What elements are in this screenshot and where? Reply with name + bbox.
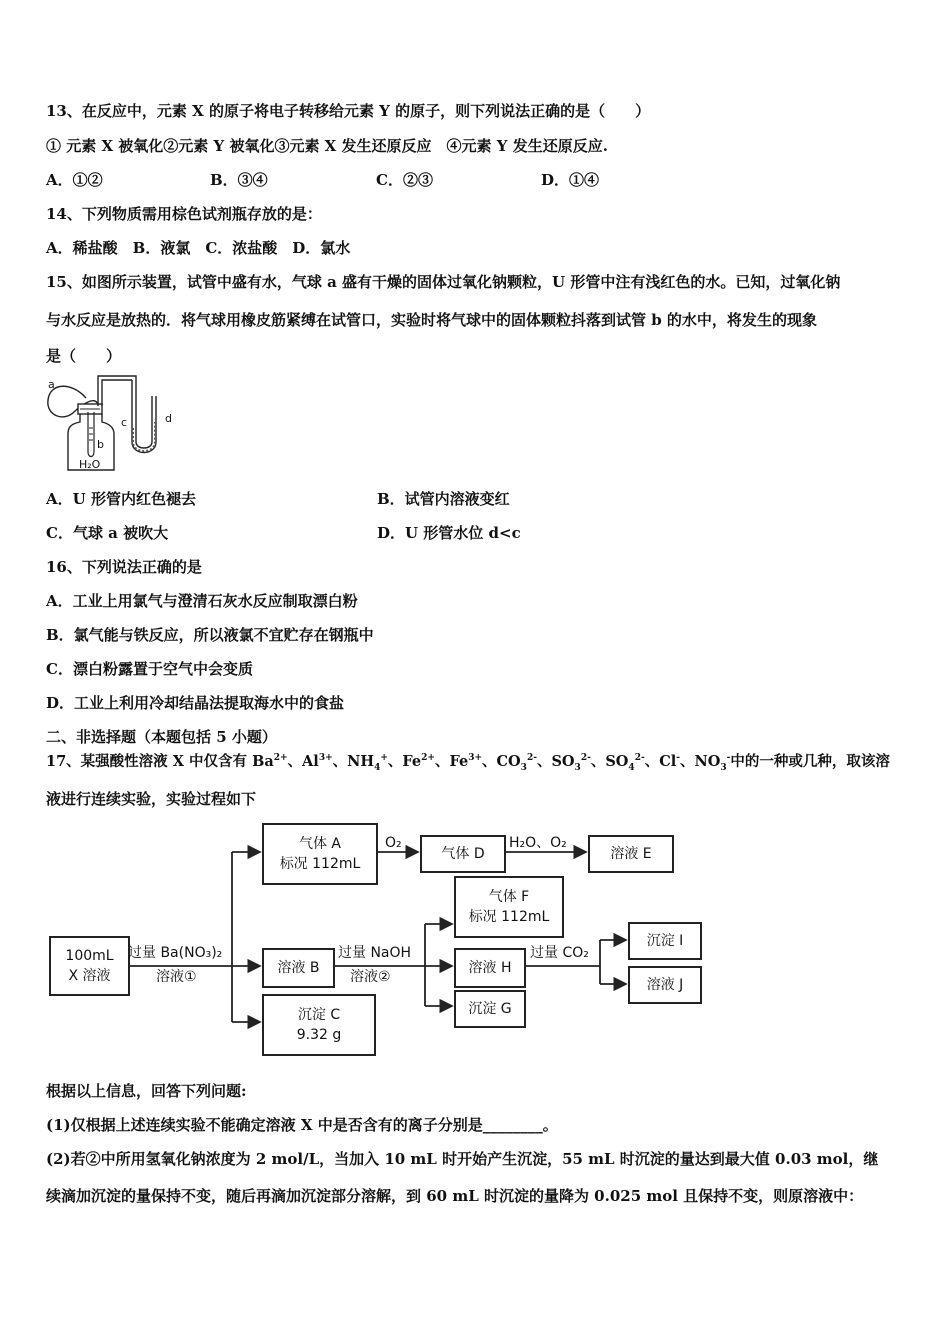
gas-d-name: 气体 D — [441, 846, 485, 862]
q17-stem-line2: 液进行连续实验，实验过程如下 — [46, 790, 257, 808]
label-a: a — [48, 378, 55, 391]
reagent-co2: 过量 CO₂ — [530, 945, 589, 961]
q17-sub2-line1: (2)若②中所用氢氧化钠浓度为 2 mol/L，当加入 10 mL 时开始产生沉淀，55 mL 时沉淀的量达到最大值 0.03 mol，继 — [46, 1150, 879, 1168]
q14-options: A．稀盐酸 B．液氯 C．浓盐酸 D．氯水 — [46, 239, 351, 257]
q15-option-c: C．气球 a 被吹大 — [46, 524, 169, 542]
q13-stem: 13、在反应中，元素 X 的原子将电子转移给元素 Y 的原子，则下列说法正确的是（ ） — [46, 102, 651, 120]
q17-sub1: (1)仅根据上述连续实验不能确定溶液 X 中是否含有的离子分别是________。 — [46, 1116, 558, 1134]
ion-8: Cl- — [659, 753, 680, 770]
q15-option-a: A．U 形管内红色褪去 — [46, 490, 196, 508]
ion-separator: 、 — [680, 753, 695, 770]
q16-stem: 16、下列说法正确的是 — [46, 558, 202, 576]
q13-option-a: A．①② — [46, 171, 103, 189]
reagent-h2o-o2: H₂O、O₂ — [509, 835, 567, 851]
box-start-line1: 100mL — [65, 948, 114, 964]
box-sol-h — [454, 948, 526, 988]
q15-stem-line3: 是（ ） — [46, 347, 122, 365]
gas-f-name: 气体 F — [488, 889, 530, 905]
ion-separator: 、 — [387, 753, 403, 770]
q15-option-d: D．U 形管水位 d<c — [377, 524, 521, 542]
sol-b-name: 溶液 B — [277, 960, 320, 976]
box-sol-j — [628, 966, 702, 1004]
ion-2: $NH_4^+$ — [347, 753, 388, 773]
ion-separator: 、 — [332, 753, 348, 770]
q16-option-b: B．氯气能与铁反应，所以液氯不宜贮存在钢瓶中 — [46, 626, 374, 644]
q15-stem-line2: 与水反应是放热的．将气球用橡皮筋紧缚在试管口，实验时将气球中的固体颗粒抖落到试管 b 的水中，将发生的现象 — [46, 311, 817, 329]
box-pp-c — [262, 994, 376, 1056]
q17-stem-prefix: 17、某强酸性溶液 X 中仅含有 — [46, 753, 253, 770]
q15-option-b: B．试管内溶液变红 — [377, 490, 510, 508]
ion-7: $SO_4^{2-}$ — [605, 753, 645, 773]
section2-title: 二、非选择题（本题包括 5 小题） — [46, 728, 277, 746]
ion-5: $CO_3^{2-}$ — [496, 753, 537, 773]
gas-a-volume: 标况 112mL — [279, 856, 361, 872]
ion-4: $Fe^{3+}$ — [449, 753, 482, 770]
pp-c-name: 沉淀 C — [297, 1007, 341, 1023]
sol-e-name: 溶液 E — [610, 846, 652, 862]
label-b: b — [97, 438, 104, 451]
ion-1: $Al^{3+}$ — [302, 753, 333, 770]
label-c: c — [121, 416, 128, 429]
ion-0: $Ba^{2+}$ — [252, 753, 288, 770]
q16-option-d: D．工业上利用冷却结晶法提取海水中的食盐 — [46, 694, 345, 712]
q14-stem: 14、下列物质需用棕色试剂瓶存放的是： — [46, 205, 322, 223]
q13-statements: ① 元素 X 被氧化②元素 Y 被氧化③元素 X 发生还原反应 ④元素 Y 发生还原反应. — [46, 137, 608, 155]
reagent2-line2: 溶液② — [350, 969, 391, 985]
q17-sub2-line2: 续滴加沉淀的量保持不变，随后再滴加沉淀部分溶解，到 60 mL 时沉淀的量降为 0.025 mol 且保持不变，则原溶液中： — [46, 1187, 864, 1205]
reagent1-line2: 溶液① — [156, 969, 197, 985]
box-gas-f — [454, 876, 564, 938]
q17-intro: 根据以上信息，回答下列问题: — [46, 1082, 247, 1100]
label-water: H₂O — [79, 458, 101, 471]
ion-3: $Fe^{2+}$ — [402, 753, 435, 770]
ion-separator: 、 — [287, 753, 303, 770]
gas-a-name: 气体 A — [298, 836, 342, 852]
ion-9: $NO_3^-$ — [694, 753, 731, 773]
q15-stem-line1: 15、如图所示装置，试管中盛有水，气球 a 盛有干燥的固体过氧化钠颗粒，U 形管中注有浅红色的水。已知，过氧化钠 — [46, 273, 841, 291]
box-gas-d — [420, 835, 506, 873]
q13-option-d: D．①④ — [541, 171, 600, 189]
ion-separator: 、 — [590, 753, 606, 770]
reagent2-line1: 过量 NaOH — [338, 945, 412, 961]
ion-separator: 、 — [536, 753, 552, 770]
q16-option-a: A．工业上用氯气与澄清石灰水反应制取漂白粉 — [46, 592, 358, 610]
label-d: d — [165, 412, 172, 425]
sol-j-name: 溶液 J — [646, 977, 684, 993]
pp-g-name: 沉淀 G — [468, 1001, 512, 1017]
ion-6: $SO_3^{2-}$ — [551, 753, 591, 773]
pp-i-name: 沉淀 I — [646, 933, 684, 949]
reagent-o2: O₂ — [385, 835, 402, 851]
box-start — [49, 936, 130, 996]
ion-separator: 、 — [644, 753, 660, 770]
ion-separator: 、 — [482, 753, 497, 770]
reagent1-line1: 过量 Ba(NO₃)₂ — [128, 945, 223, 961]
q13-option-b: B．③④ — [210, 171, 268, 189]
box-gas-a — [262, 823, 378, 885]
box-sol-e — [588, 835, 674, 873]
pp-c-mass: 9.32 g — [296, 1027, 342, 1043]
q17-stem-suffix: 中的一种或几种，取该溶 — [730, 753, 890, 770]
box-pp-i — [628, 922, 702, 960]
box-start-line2: X 溶液 — [68, 968, 111, 984]
ion-separator: 、 — [434, 753, 450, 770]
q16-option-c: C．漂白粉露置于空气中会变质 — [46, 660, 253, 678]
box-sol-b — [262, 948, 335, 988]
box-pp-g — [454, 990, 526, 1028]
gas-f-volume: 标况 112mL — [468, 909, 550, 925]
sol-h-name: 溶液 H — [468, 960, 512, 976]
q13-option-c: C．②③ — [376, 171, 433, 189]
